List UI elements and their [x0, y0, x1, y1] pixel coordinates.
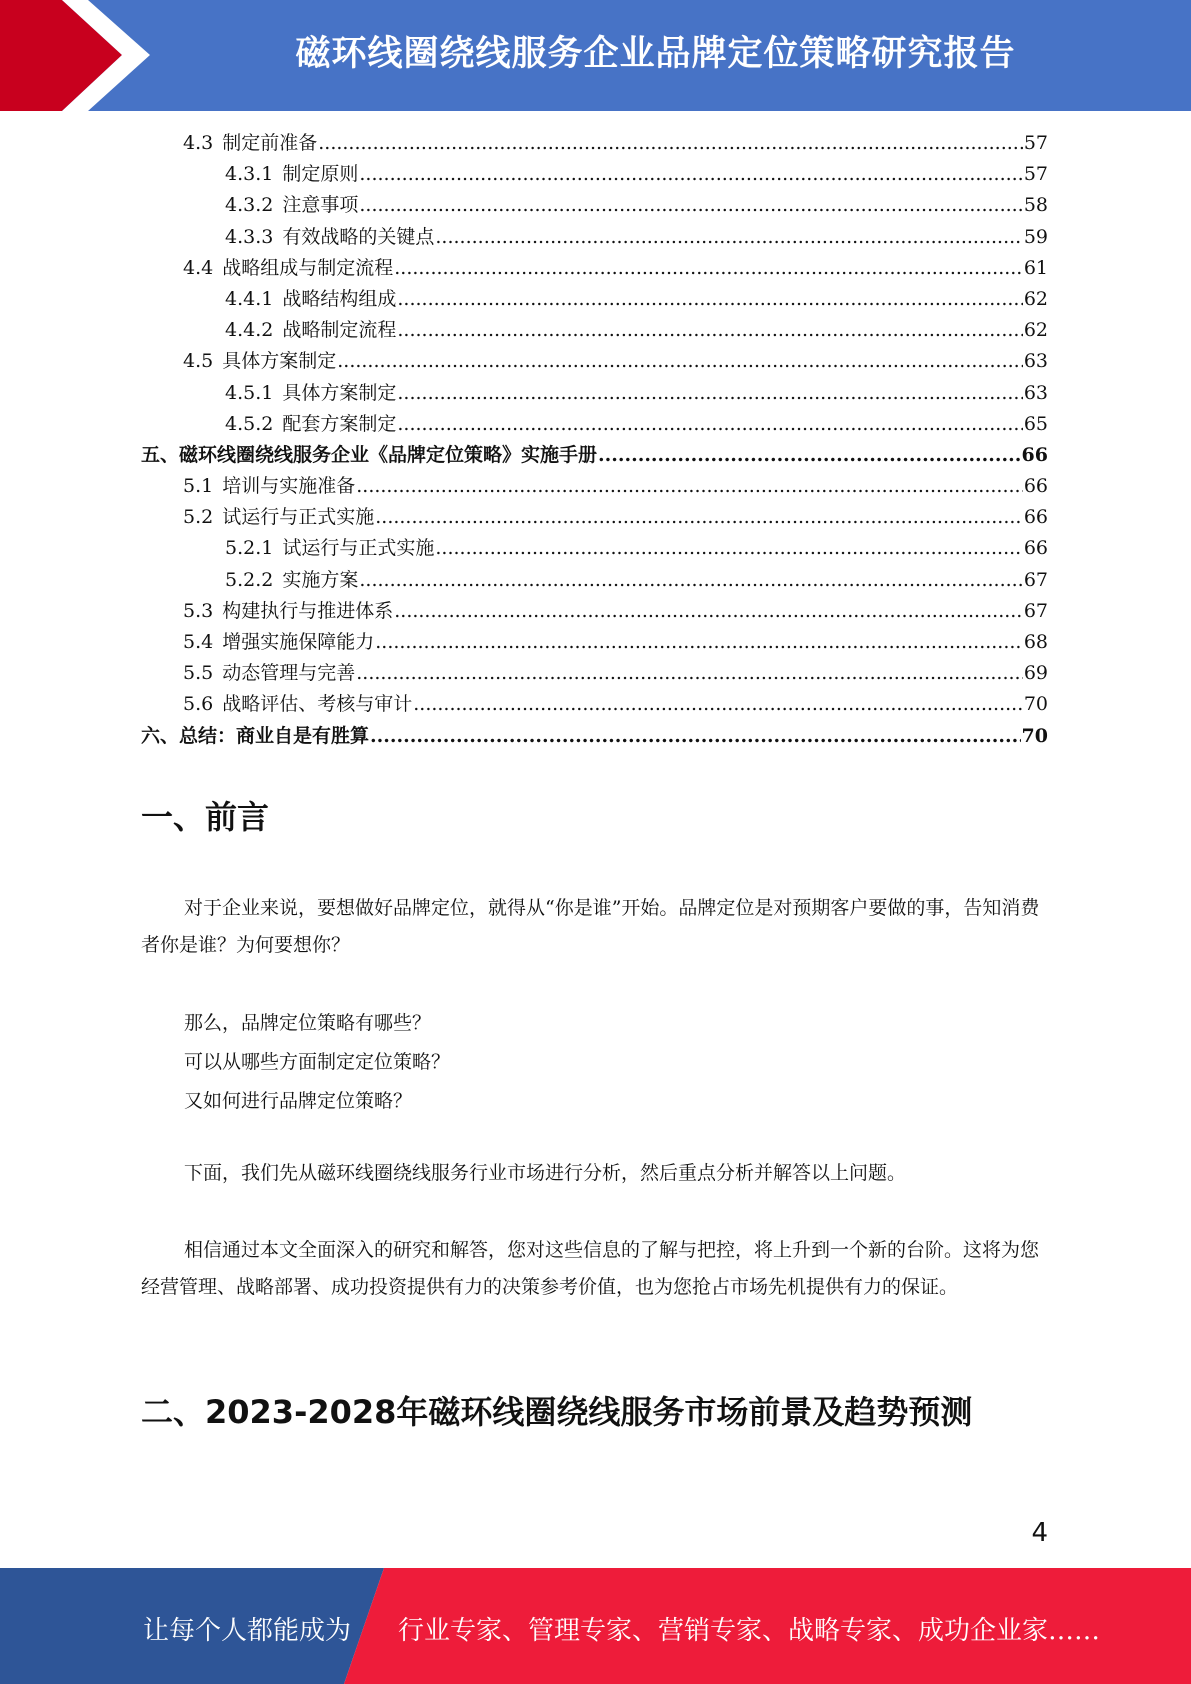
toc-entry-number: 5.3 [183, 599, 214, 622]
toc-dot-leader [375, 506, 1023, 528]
toc-dot-leader [397, 319, 1022, 341]
toc-entry-number: 4.3 [183, 132, 214, 154]
table-of-contents [141, 128, 1048, 752]
toc-entry[interactable] [141, 471, 1048, 502]
toc-dot-leader [394, 257, 1023, 279]
toc-entry-page: 66 [1023, 475, 1048, 498]
toc-entry-title: 注意事项 [282, 194, 359, 217]
page-number: 4 [1031, 1518, 1048, 1548]
toc-entry-number: 4.3.2 [225, 194, 274, 217]
preface-paragraph-3: 相信通过本文全面深入的研究和解答，您对这些信息的了解与把控，将上升到一个新的台阶。这将为您经营管理、战略部署、成功投资提供有力的决策参考价值，也为您抢占市场先机提供有力的保证。 [141, 1239, 1040, 1298]
toc-entry-title: 动态管理与完善 [222, 662, 356, 685]
toc-entry-page: 68 [1023, 631, 1048, 653]
toc-dot-leader [370, 725, 1021, 747]
toc-dot-leader [359, 194, 1022, 216]
toc-entry-page: 63 [1023, 350, 1048, 373]
toc-entry-number: 5.5 [183, 662, 214, 685]
toc-dot-leader [356, 662, 1023, 684]
toc-entry-title: 具体方案制定 [282, 381, 397, 404]
toc-entry-page: 61 [1023, 256, 1048, 279]
preface-paragraph-2: 下面，我们先从磁环线圈绕线服务行业市场进行分析，然后重点分析并解答以上问题。 [184, 1162, 907, 1184]
toc-entry[interactable] [141, 284, 1048, 315]
toc-entry-title: 试运行与正式实施 [222, 506, 375, 529]
toc-entry-number: 4.4.2 [225, 319, 274, 342]
toc-dot-leader [397, 382, 1022, 404]
toc-entry[interactable] [141, 378, 1048, 409]
toc-dot-leader [318, 132, 1023, 154]
toc-entry-number: 4.4 [183, 256, 214, 279]
toc-entry[interactable] [141, 627, 1048, 658]
toc-entry-title: 制定原则 [282, 163, 359, 186]
toc-entry-title: 具体方案制定 [222, 350, 337, 373]
toc-entry[interactable] [141, 128, 1048, 159]
footer-slogan-right: 行业专家、管理专家、营销专家、战略专家、成功企业家…… [398, 1616, 1101, 1646]
toc-entry-page: 69 [1023, 662, 1048, 685]
toc-entry[interactable] [141, 222, 1048, 253]
toc-dot-leader [435, 537, 1022, 559]
toc-entry-title: 战略结构组成 [282, 287, 397, 310]
toc-dot-leader [359, 569, 1022, 591]
toc-dot-leader [397, 413, 1022, 435]
page-footer-banner [0, 1568, 1191, 1684]
toc-entry[interactable] [141, 689, 1048, 720]
toc-entry-number: 5.2.1 [225, 537, 274, 560]
toc-entry-title: 试运行与正式实施 [282, 537, 435, 560]
toc-entry-title: 实施方案 [282, 568, 359, 591]
toc-entry-page: 62 [1023, 287, 1048, 310]
toc-entry-page: 58 [1023, 194, 1048, 217]
toc-entry-title: 培训与实施准备 [222, 475, 356, 498]
toc-entry-number: 5.2.2 [225, 568, 274, 591]
toc-entry-page: 66 [1021, 443, 1048, 466]
toc-entry-page: 66 [1023, 537, 1048, 560]
page-header-banner [0, 0, 1191, 111]
toc-entry[interactable] [141, 315, 1048, 346]
toc-entry-page: 57 [1023, 163, 1048, 186]
preface-paragraph-1: 对于企业来说，要想做好品牌定位，就得从“你是谁”开始。品牌定位是对预期客户要做的事，告知消费者你是谁？为何要想你？ [141, 897, 1040, 956]
toc-entry-page: 59 [1023, 225, 1048, 248]
toc-entry-number: 4.5.2 [225, 412, 274, 435]
section-heading-market-forecast: 二、2023-2028年磁环线圈绕线服务市场前景及趋势预测 [141, 1393, 973, 1431]
toc-entry-number: 5.2 [183, 506, 214, 529]
toc-entry-number: 5.6 [183, 693, 214, 716]
question-line-1: 那么，品牌定位策略有哪些？ [184, 1012, 432, 1034]
toc-entry-title: 配套方案制定 [282, 412, 397, 435]
toc-entry[interactable] [141, 565, 1048, 596]
toc-entry-title: 战略制定流程 [282, 319, 397, 342]
toc-entry[interactable] [141, 190, 1048, 221]
toc-entry-page: 70 [1023, 693, 1048, 716]
toc-dot-leader [435, 226, 1022, 248]
toc-entry[interactable] [141, 721, 1048, 752]
toc-entry-number: 4.5 [183, 350, 214, 373]
toc-entry-title: 制定前准备 [222, 132, 318, 154]
toc-entry[interactable] [141, 159, 1048, 190]
toc-entry[interactable] [141, 346, 1048, 377]
toc-dot-leader [337, 350, 1023, 372]
toc-entry-title: 战略组成与制定流程 [222, 256, 394, 279]
toc-entry-title: 增强实施保障能力 [222, 631, 375, 653]
toc-entry-number: 4.5.1 [225, 381, 274, 404]
toc-dot-leader [598, 444, 1021, 466]
question-line-3: 又如何进行品牌定位策略？ [184, 1090, 413, 1112]
toc-entry-number: 5.4 [183, 631, 214, 653]
toc-dot-leader [356, 475, 1023, 497]
section-heading-preface: 一、前言 [141, 798, 270, 836]
report-title: 磁环线圈绕线服务企业品牌定位策略研究报告 [295, 34, 1016, 74]
toc-dot-leader [413, 693, 1023, 715]
toc-entry-page: 57 [1023, 132, 1048, 154]
toc-entry-title: 构建执行与推进体系 [222, 599, 394, 622]
toc-dot-leader [397, 288, 1022, 310]
toc-entry-number: 4.3.1 [225, 163, 274, 186]
toc-entry-page: 67 [1023, 568, 1048, 591]
footer-slogan-left: 让每个人都能成为 [143, 1616, 352, 1646]
toc-dot-leader [359, 163, 1022, 185]
toc-entry-title: 战略评估、考核与审计 [222, 693, 413, 716]
toc-entry-title: 六、总结：商业自是有胜算 [141, 724, 370, 747]
toc-entry-number: 4.3.3 [225, 225, 274, 248]
toc-entry-page: 70 [1021, 724, 1048, 747]
toc-entry-title: 有效战略的关键点 [282, 225, 435, 248]
toc-entry[interactable] [141, 409, 1048, 440]
toc-dot-leader [394, 600, 1023, 622]
toc-entry-number: 4.4.1 [225, 287, 274, 310]
toc-entry-page: 62 [1023, 319, 1048, 342]
toc-entry[interactable] [141, 253, 1048, 284]
toc-entry-number: 5.1 [183, 475, 214, 498]
toc-entry-page: 63 [1023, 381, 1048, 404]
toc-dot-leader [375, 631, 1023, 653]
toc-entry-page: 66 [1023, 506, 1048, 529]
toc-entry-page: 65 [1023, 412, 1048, 435]
toc-entry[interactable] [141, 440, 1048, 471]
toc-entry[interactable] [141, 658, 1048, 689]
toc-entry[interactable] [141, 502, 1048, 533]
question-line-2: 可以从哪些方面制定定位策略？ [184, 1051, 451, 1073]
toc-entry-title: 五、磁环线圈绕线服务企业《品牌定位策略》实施手册 [141, 443, 598, 466]
toc-entry-page: 67 [1023, 599, 1048, 622]
toc-entry[interactable] [141, 533, 1048, 564]
toc-entry[interactable] [141, 596, 1048, 627]
